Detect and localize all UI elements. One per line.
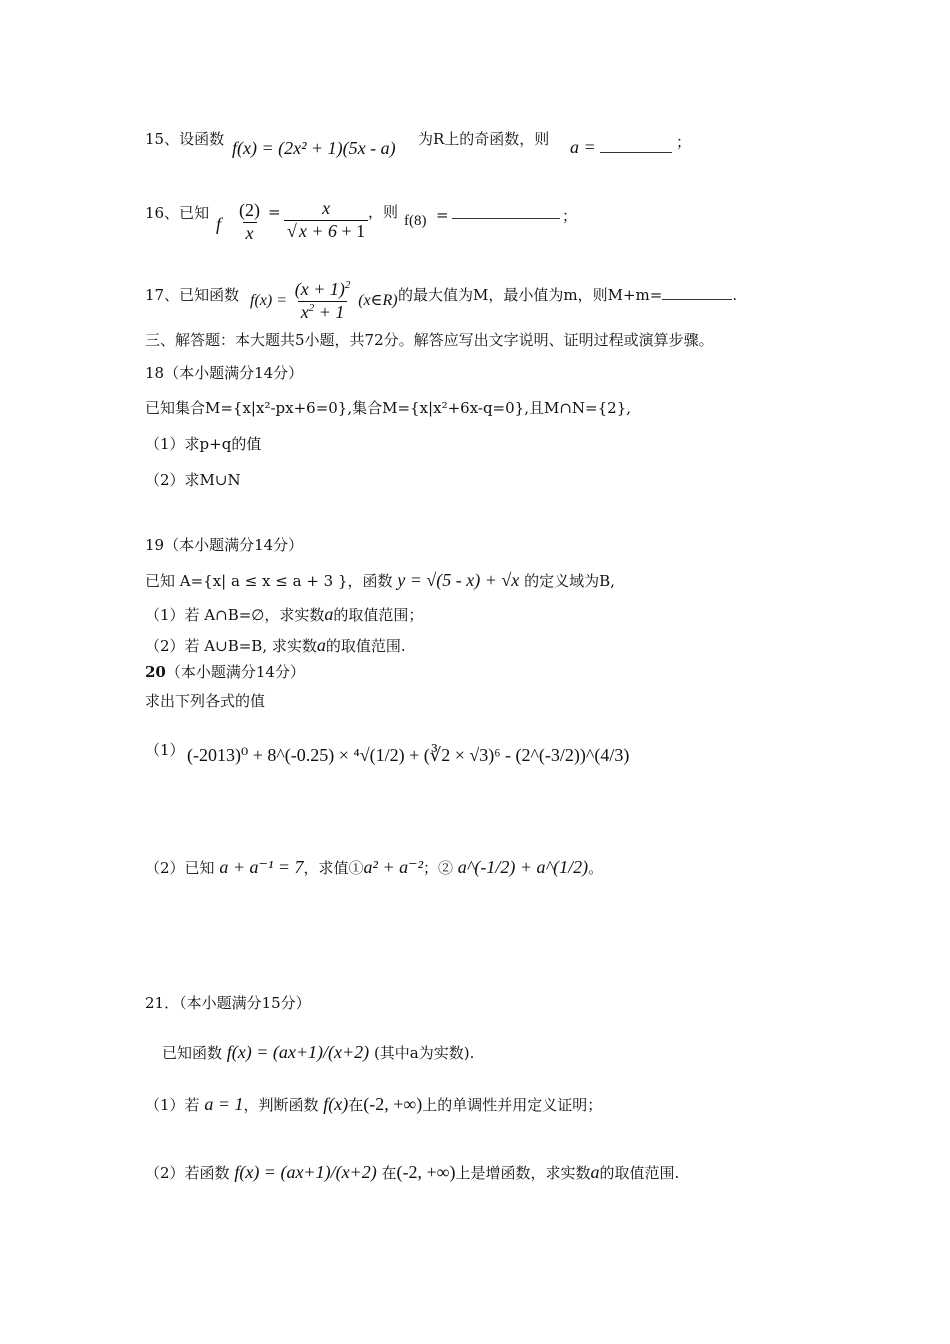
q16-rhs: $\frac{x}{√ x + 6 + 1}$	[284, 198, 368, 242]
q18-header: 18（本小题满分14分）	[145, 364, 304, 382]
q16-arg: $\frac{(2)}{x}$	[239, 200, 260, 243]
q20-stem: 求出下列各式的值	[145, 692, 266, 710]
q16-blank-wrap	[452, 204, 560, 223]
q16-eq: =	[268, 203, 281, 221]
q21-part1: （1）若 a = 1，判断函数 f(x)在(-2, +∞)上的单调性并用定义证明；	[145, 1094, 603, 1114]
q21-header: 21．（本小题满分15分）	[145, 994, 311, 1012]
q15-end: ；	[676, 133, 692, 151]
q16-label: 16、已知	[145, 204, 210, 222]
q16-target-eq: =	[436, 206, 449, 224]
q20-header: 20（本小题满分14分）	[145, 663, 305, 681]
q19-part1: （1）若 A∩B=∅，求实数a的取值范围；	[145, 604, 424, 624]
q21-stem: 已知函数 f(x) = (ax+1)/(x+2) (其中a为实数).	[162, 1042, 475, 1062]
q15-label: 15、设函数	[145, 130, 225, 148]
q20-part1-label: （1）	[145, 741, 185, 759]
q15-formula: f(x) = (2x² + 1)(5x - a)	[232, 138, 396, 158]
q21-part2: （2）若函数 f(x) = (ax+1)/(x+2) 在(-2, +∞)上是增函数，求实数a的取值范围.	[145, 1162, 680, 1182]
q19-stem: 已知 A={x| a ≤ x ≤ a + 3 }，函数 y = √(5 - x) + √x 的定义域为B,	[145, 570, 615, 590]
q20-part1-formula: (-2013)⁰ + 8^(-0.25) × ⁴√(1/2) + (∛2 × √3)⁶ - (2^(-3/2))^(4/3)	[187, 745, 630, 765]
q16-end: ；	[562, 207, 578, 225]
q18-part2: （2）求M∪N	[145, 471, 241, 489]
q16-target: f(8)	[404, 213, 427, 229]
q16-then: ，则	[368, 203, 399, 221]
q19-header: 19（本小题满分14分）	[145, 536, 304, 554]
q15-answer: a =	[570, 137, 672, 159]
section-3-heading: 三、解答题：本大题共5小题，共72分。解答应写出文字说明、证明过程或演算步骤。	[145, 331, 714, 349]
q15-blank[interactable]	[600, 152, 672, 153]
q17-label: 17、已知函数	[145, 286, 240, 304]
q20-part2: （2）已知 a + a⁻¹ = 7，求值①a² + a⁻²；② a^(-1/2) + a^(1/2)。	[145, 857, 604, 877]
q19-part2: （2）若 A∪B=B, 求实数a的取值范围.	[145, 635, 406, 655]
q16-blank[interactable]	[452, 204, 560, 219]
q16-func: f	[216, 214, 222, 234]
q17-text: 的最大值为M，最小值为m，则M+m= .	[398, 286, 738, 304]
q18-stem: 已知集合M={x|x²-px+6=0},集合M={x|x²+6x-q=0},且M∩N={2},	[145, 399, 631, 417]
q15-line	[145, 130, 224, 148]
q17-blank[interactable]	[662, 299, 732, 300]
q15-text: 为R上的奇函数，则	[418, 130, 550, 148]
q18-part1: （1）求p+q的值	[145, 435, 262, 453]
q17-formula: f(x) = $\frac{(x + 1)^2}{x^2 + 1}$ (x∈R)	[250, 279, 398, 322]
